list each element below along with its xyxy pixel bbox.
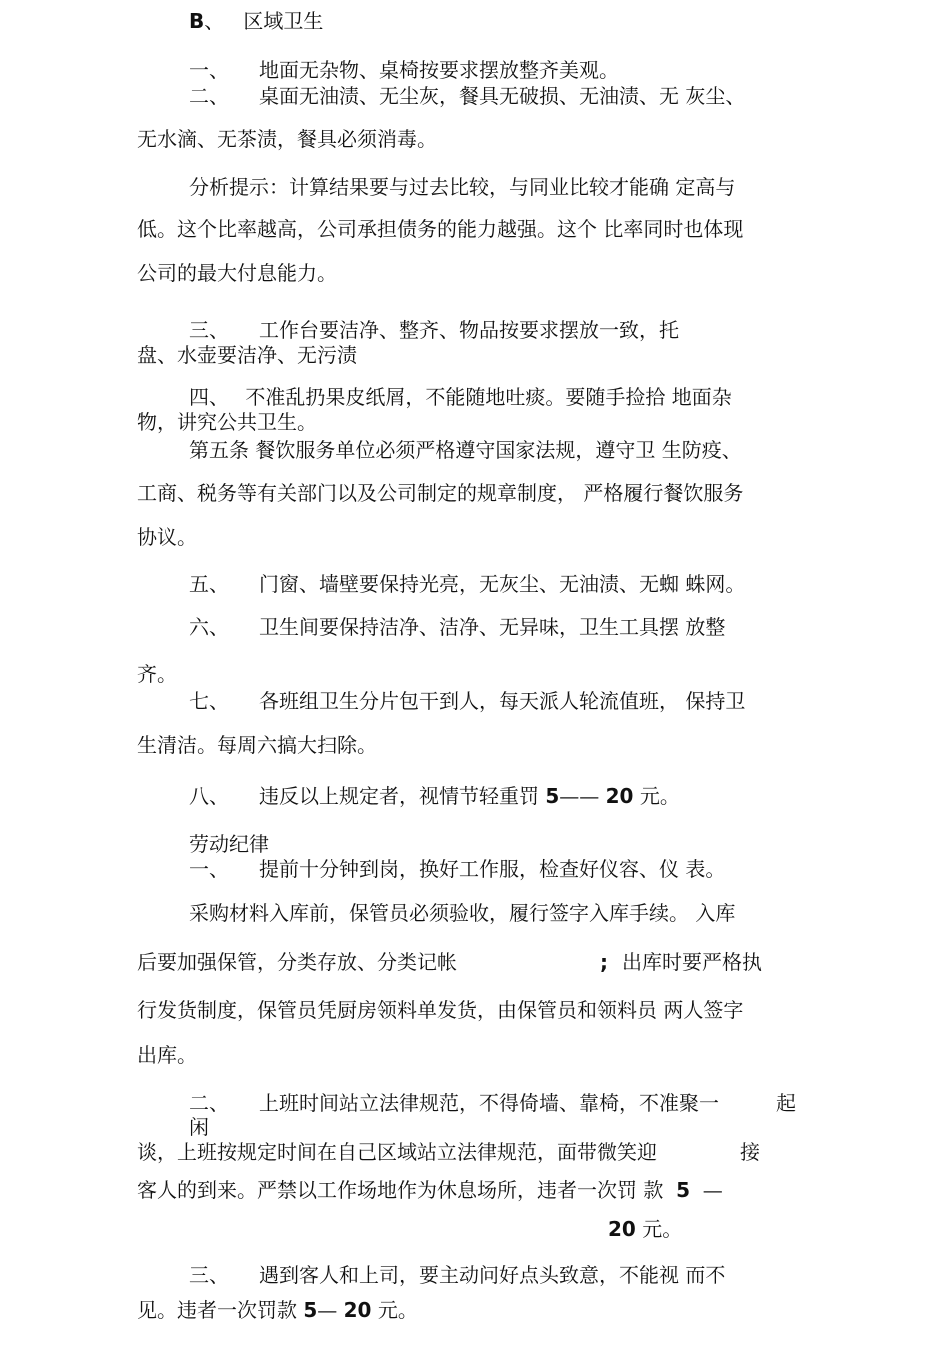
paragraph-line: 盘、水壶要洁净、无污渍 [137, 343, 357, 367]
paragraph-line: 出库时要严格执 [622, 950, 762, 974]
paragraph-line: 二、 桌面无油渍、无尘灰，餐具无破损、无油渍、无 灰尘、 [189, 84, 746, 108]
paragraph-line: 齐。 [137, 662, 177, 686]
paragraph-line-penalty: 八、 违反以上规定者，视情节轻重罚 5—— 20 元。 [189, 784, 680, 808]
paragraph-line: 闲 [189, 1115, 209, 1139]
paragraph-line: 四、 不准乱扔果皮纸屑，不能随地吐痰。要随手捡拾 地面杂 [189, 385, 732, 409]
paragraph-line: 分析提示：计算结果要与过去比较，与同业比较才能确 定高与 [189, 175, 736, 199]
section-letter: B [189, 9, 205, 33]
paragraph-line: 六、 卫生间要保持洁净、洁净、无异味，卫生工具摆 放整 [189, 615, 726, 639]
paragraph-line: 低。这个比率越高，公司承担债务的能力越强。这个 比率同时也体现 [137, 217, 744, 241]
paragraph-line: 一、 提前十分钟到岗，换好工作服，检查好仪容、仪 表。 [189, 857, 726, 881]
paragraph-line: 行发货制度，保管员凭厨房领料单发货，由保管员和领料员 两人签字 [137, 998, 744, 1022]
section-heading-labor-discipline: 劳动纪律 [189, 832, 269, 856]
paragraph-line: 物，讲究公共卫生。 [137, 410, 317, 434]
paragraph-line: 采购材料入库前，保管员必须验收，履行签字入库手续。 入库 [189, 901, 736, 925]
paragraph-line: 公司的最大付息能力。 [137, 261, 337, 285]
paragraph-line: 谈，上班按规定时间在自己区域站立法律规范，面带微笑迎 [137, 1140, 657, 1164]
paragraph-line: 生清洁。每周六搞大扫除。 [137, 733, 377, 757]
paragraph-line: 后要加强保管，分类存放、分类记帐 [137, 950, 457, 974]
section-heading-area-hygiene: B、 区域卫生 [189, 9, 324, 33]
paragraph-line-penalty: 见。违者一次罚款 5— 20 元。 [137, 1298, 418, 1322]
paragraph-line: 第五条 餐饮服务单位必须严格遵守国家法规，遵守卫 生防疫、 [189, 438, 742, 462]
paragraph-line: 出库。 [137, 1043, 197, 1067]
paragraph-line: 三、 工作台要洁净、整齐、物品按要求摆放一致，托 [189, 318, 679, 342]
paragraph-line: 五、 门窗、墙壁要保持光亮，无灰尘、无油渍、无蜘 蛛网。 [189, 572, 746, 596]
paragraph-line-penalty: 客人的到来。严禁以工作场地作为休息场所，违者一次罚 款 5 — [137, 1178, 723, 1202]
paragraph-line: 七、 各班组卫生分片包干到人，每天派人轮流值班， 保持卫 [189, 689, 746, 713]
paragraph-line: 一、 地面无杂物、桌椅按要求摆放整齐美观。 [189, 58, 619, 82]
paragraph-line: 无水滴、无茶渍，餐具必须消毒。 [137, 127, 437, 151]
paragraph-line: 二、 上班时间站立法律规范，不得倚墙、靠椅，不准聚一 [189, 1091, 719, 1115]
paragraph-line: 起 [776, 1091, 796, 1115]
paragraph-line: 协议。 [137, 525, 197, 549]
paragraph-line: 接 [740, 1140, 760, 1164]
paragraph-line: 三、 遇到客人和上司，要主动问好点头致意，不能视 而不 [189, 1263, 726, 1287]
penalty-amount: 20 元。 [608, 1217, 683, 1241]
semicolon: ; [600, 950, 608, 974]
paragraph-line: 工商、税务等有关部门以及公司制定的规章制度， 严格履行餐饮服务 [137, 481, 744, 505]
section-title: 区域卫生 [243, 9, 324, 33]
